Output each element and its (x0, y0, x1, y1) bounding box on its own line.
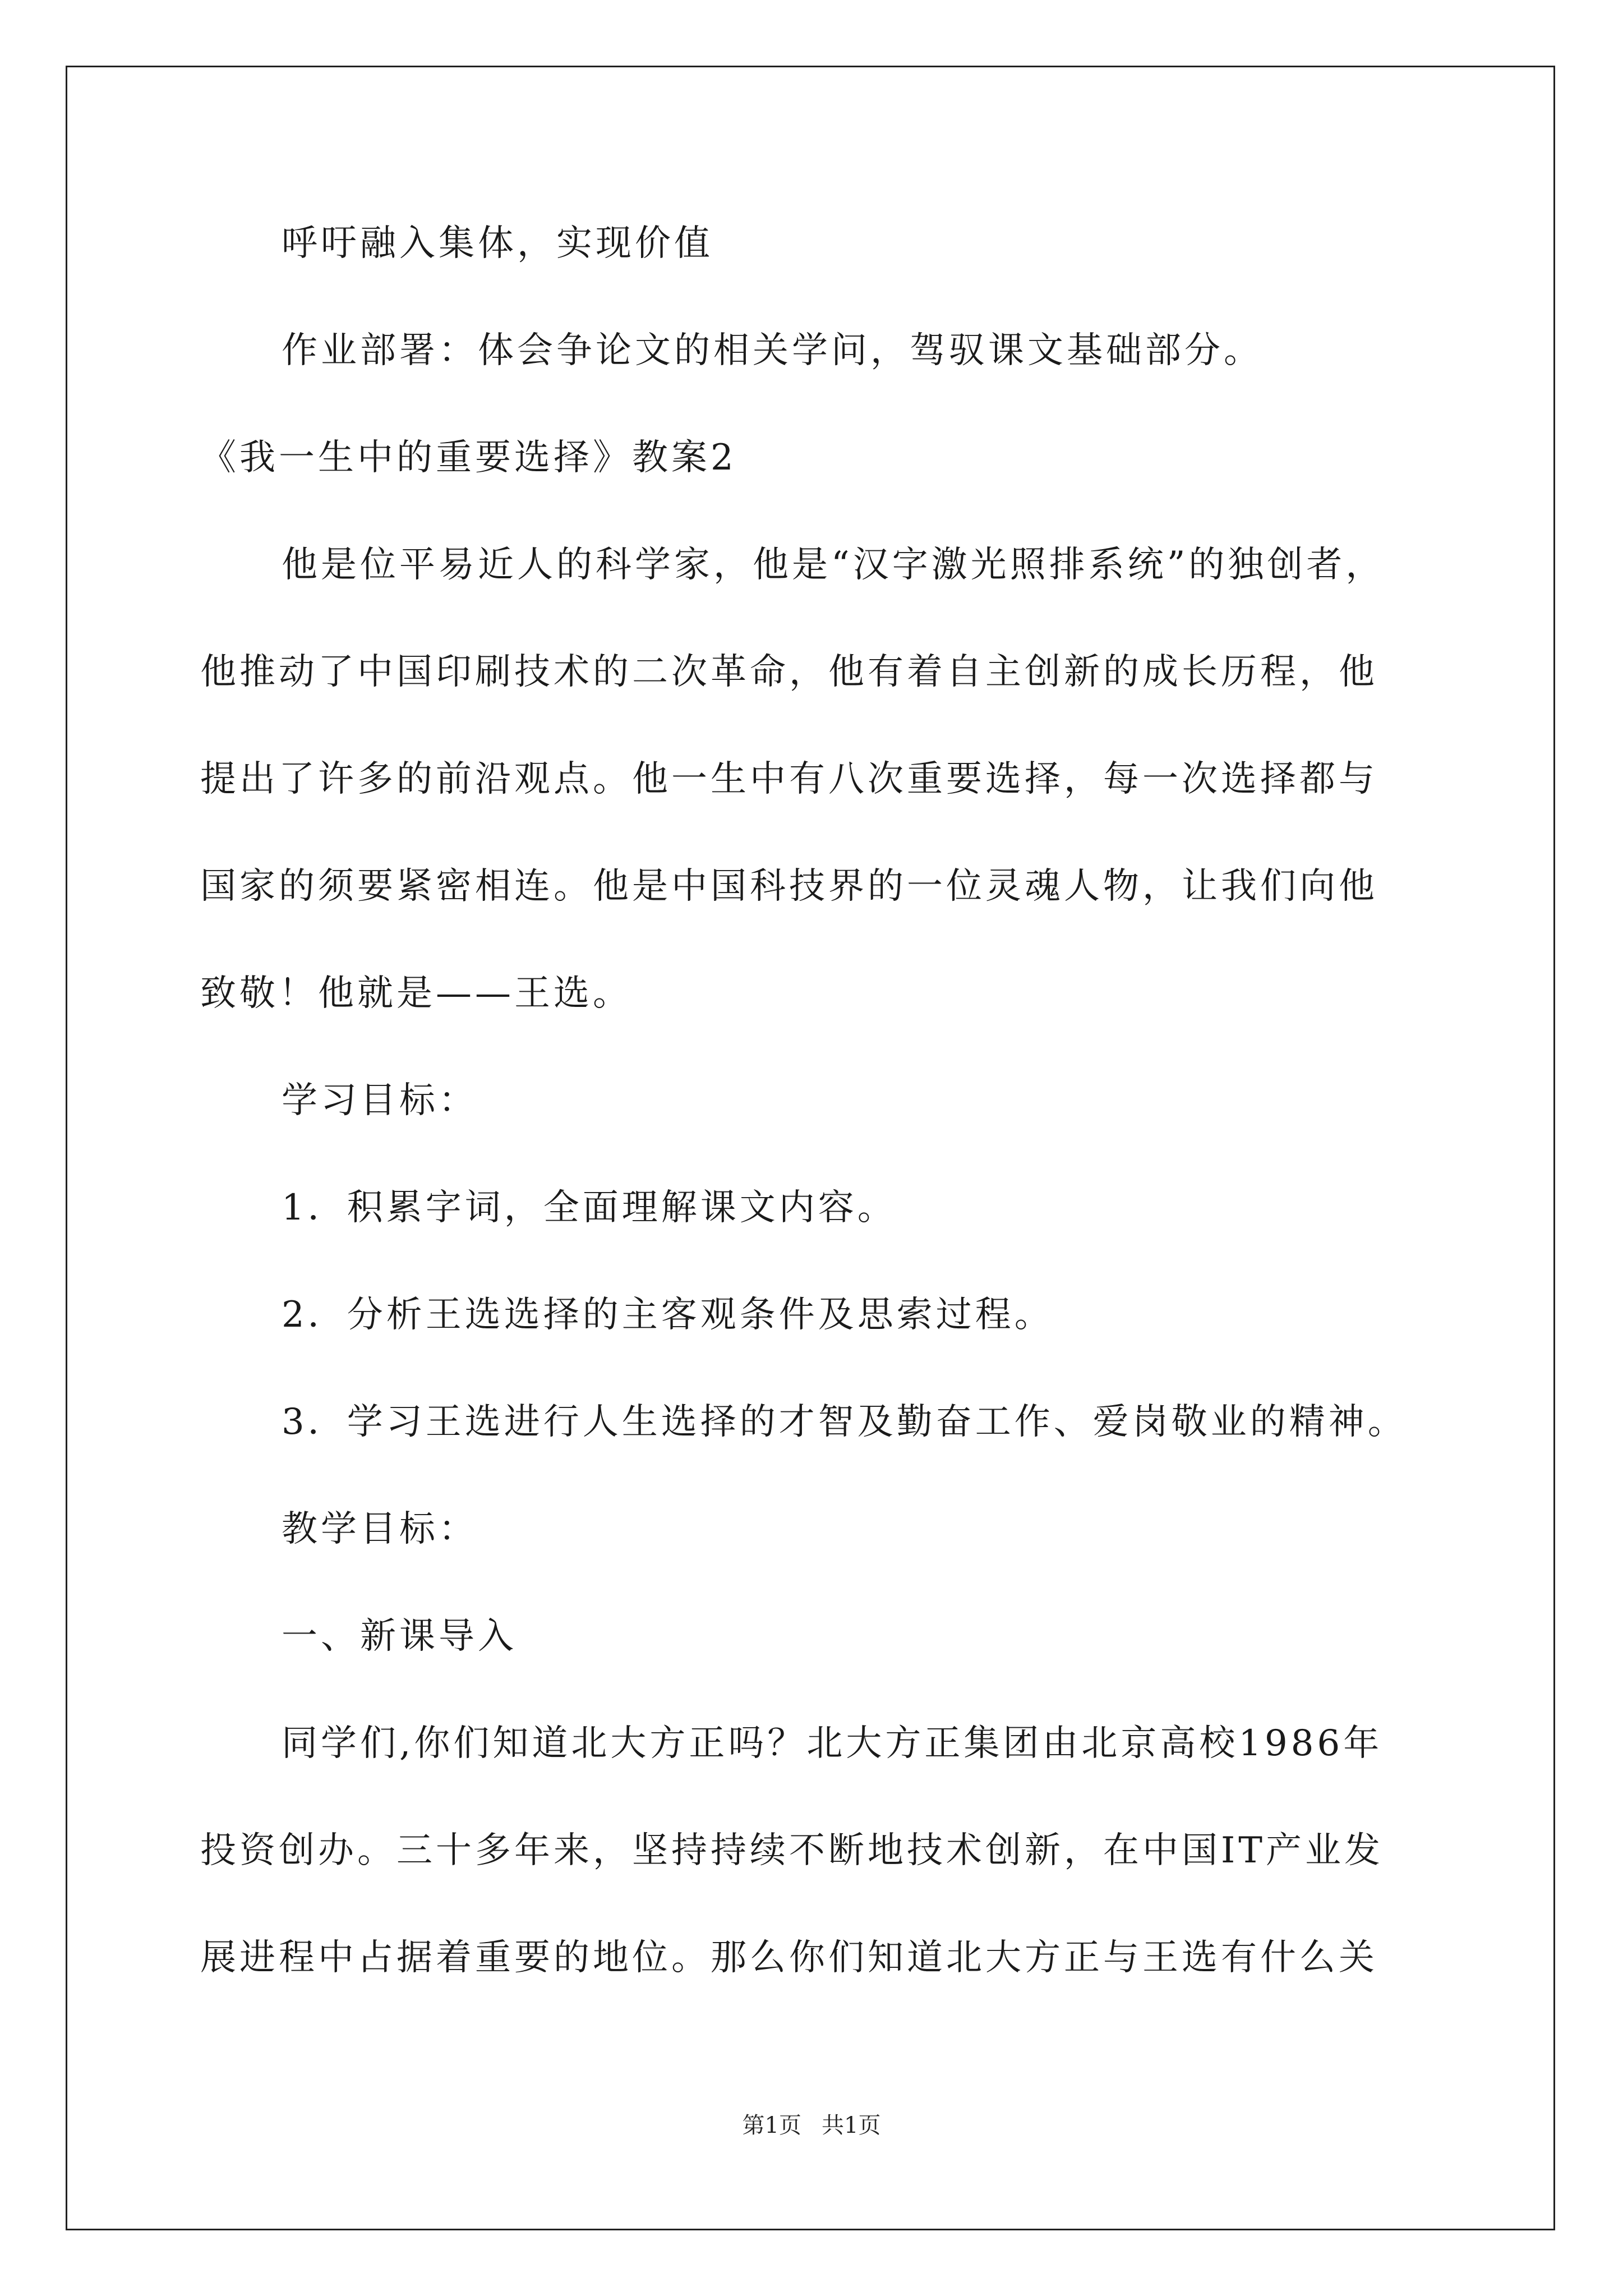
paragraph-line: 国家的须要紧密相连。他是中国科技界的一位灵魂人物，让我们向他 (200, 866, 1378, 907)
paragraph-line: 致敬！他就是——王选。 (200, 973, 632, 1014)
section-heading: 《我一生中的重要选择》教案2 (200, 437, 737, 478)
page-total: 共1页 (822, 2113, 881, 2138)
paragraph-line: 同学们,你们知道北大方正吗？北大方正集团由北京高校1986年 (282, 1723, 1383, 1764)
paragraph-line: 教学目标： (282, 1508, 478, 1550)
page-border (66, 66, 1555, 2230)
paragraph-line: 他是位平易近人的科学家，他是“汉字激光照排系统”的独创者， (282, 544, 1385, 586)
paragraph-line: 呼吁融入集体，实现价值 (282, 223, 713, 264)
paragraph-line: 提出了许多的前沿观点。他一生中有八次重要选择，每一次选择都与 (200, 758, 1378, 800)
list-item: 1．积累字词，全面理解课文内容。 (282, 1187, 897, 1228)
paragraph-line: 一、新课导入 (282, 1616, 517, 1657)
list-item: 3．学习王选进行人生选择的才智及勤奋工作、爱岗敬业的精神。 (282, 1401, 1407, 1443)
list-item: 2．分析王选选择的主客观条件及思索过程。 (282, 1294, 1054, 1336)
paragraph-line: 展进程中占据着重要的地位。那么你们知道北大方正与王选有什么关 (200, 1937, 1378, 1978)
paragraph-line: 作业部署：体会争论文的相关学问，驾驭课文基础部分。 (282, 330, 1263, 371)
page-footer (0, 2108, 1623, 2139)
paragraph-line: 学习目标： (282, 1080, 478, 1121)
paragraph-line: 投资创办。三十多年来，坚持持续不断地技术创新，在中国IT产业发 (200, 1830, 1384, 1871)
page-number: 第1页 (742, 2113, 801, 2138)
paragraph-line: 他推动了中国印刷技术的二次革命，他有着自主创新的成长历程，他 (200, 651, 1378, 693)
